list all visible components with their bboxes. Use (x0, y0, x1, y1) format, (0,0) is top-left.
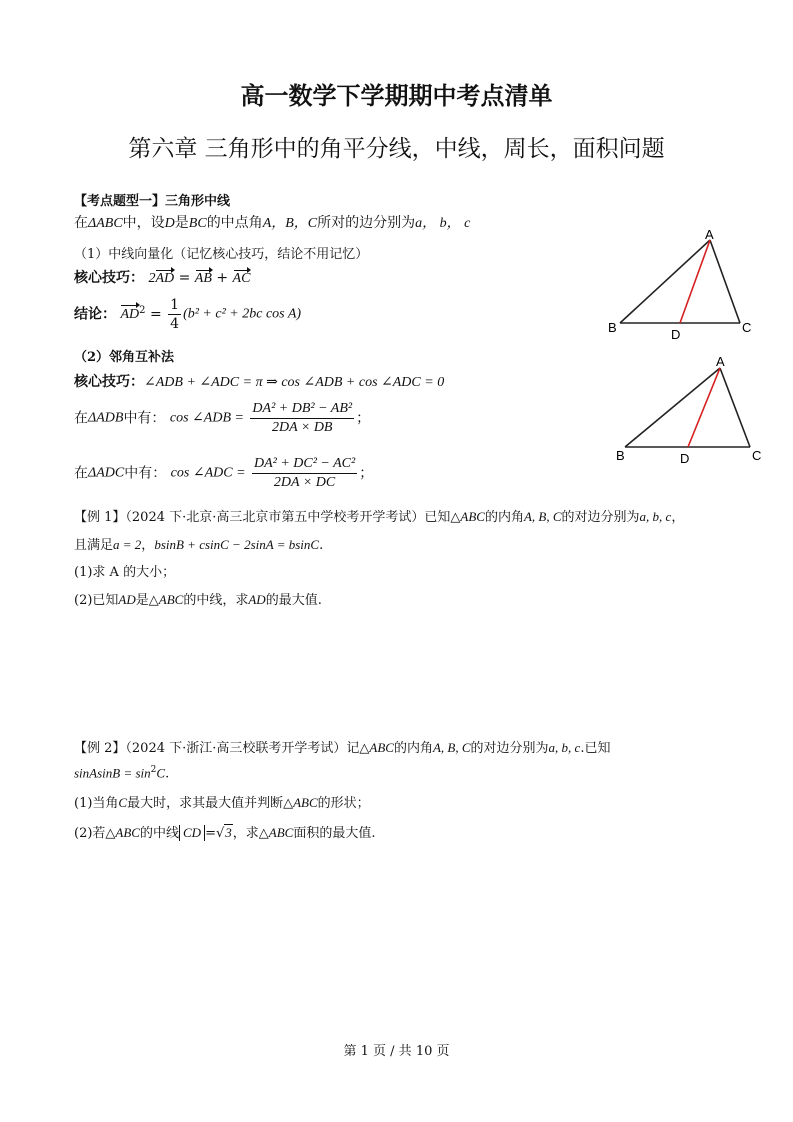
side-ab (620, 240, 710, 323)
page-title: 高一数学下学期期中考点清单 (240, 81, 553, 110)
vertex-c-label: C (752, 448, 762, 463)
example2-line1: 【例 2】（2024 下·浙江·高三校联考开学考试）记△ABC的内角A, B, C的对边分别为a, b, c.已知 (74, 740, 611, 756)
vertex-b-label: B (616, 448, 625, 463)
page-number: 第 1 页 / 共 10 页 (343, 1044, 450, 1059)
example2-line2: sinAsinB = $\sin^2C$. (74, 765, 170, 782)
median-ad (688, 368, 720, 447)
example1-line1: 【例 1】（2024 下·北京·高三北京市第五中学校考开学考试）已知△ABC的内角A, B, C的对边分别为a, b, c， (74, 509, 685, 525)
core-technique-2: 核心技巧：∠ADB + ∠ADC = π ⇒ cos ∠ADB + cos ∠ADC = 0 (74, 374, 445, 390)
triangle-figure-2 (610, 350, 775, 470)
side-ab (625, 368, 720, 447)
chapter-title: 第六章 三角形中的角平分线，中线，周长，面积问题 (128, 136, 665, 162)
median-ad (680, 240, 710, 323)
cos-adb-formula: 在ΔADB中有： cos ∠ADB = $\frac{\text{DA² + DB² − AB²}}{2DA \times DB}$ ； (74, 401, 371, 435)
vector-ab: AB (194, 271, 212, 286)
intro-line: 在ΔABC中，设D是BC的中点角A，B，C所对的边分别为a， b， c (74, 215, 471, 231)
vertex-a-label: A (716, 354, 725, 369)
part2-label: （2）邻角互补法 (74, 350, 175, 365)
point-d-label: D (671, 327, 681, 342)
cos-adc-formula: 在ΔADC中有： cos ∠ADC = $\frac{\text{DA² + DC² − AC²}}{2DA \times DC}$ ； (74, 456, 374, 490)
vector-ad: AD (155, 271, 175, 286)
example1-question1: (1)求 A 的大小； (74, 565, 176, 580)
vertex-c-label: C (742, 320, 752, 335)
section-heading: 【考点题型一】三角形中线 (74, 194, 231, 209)
triangle-figure-1 (600, 222, 770, 347)
vector-ac: AC (232, 271, 251, 286)
core-technique-1: 核心技巧： 2AD = AB + AC (74, 270, 251, 286)
vertex-b-label: B (608, 320, 617, 335)
side-ac (720, 368, 750, 447)
example1-question2: (2)已知AD是△ABC的中线，求AD的最大值. (74, 592, 322, 608)
example2-question2: (2)若△ABC的中线 CD =√3，求△ABC面积的最大值. (74, 825, 376, 841)
conclusion-formula: 结论： $AD^2$ = $\frac{1}{4}$ (b² + c² + 2bc cos A) (74, 297, 302, 332)
point-d-label: D (680, 451, 690, 466)
example1-line2: 且满足a = 2，bsinB + csinC − 2sinA = bsinC. (74, 537, 324, 553)
example2-question1: (1)当角C最大时，求其最大值并判断△ABC的形状； (74, 795, 370, 811)
side-ac (710, 240, 740, 323)
vertex-a-label: A (705, 227, 714, 242)
part1-label: （1）中线向量化（记忆核心技巧，结论不用记忆） (74, 247, 369, 262)
